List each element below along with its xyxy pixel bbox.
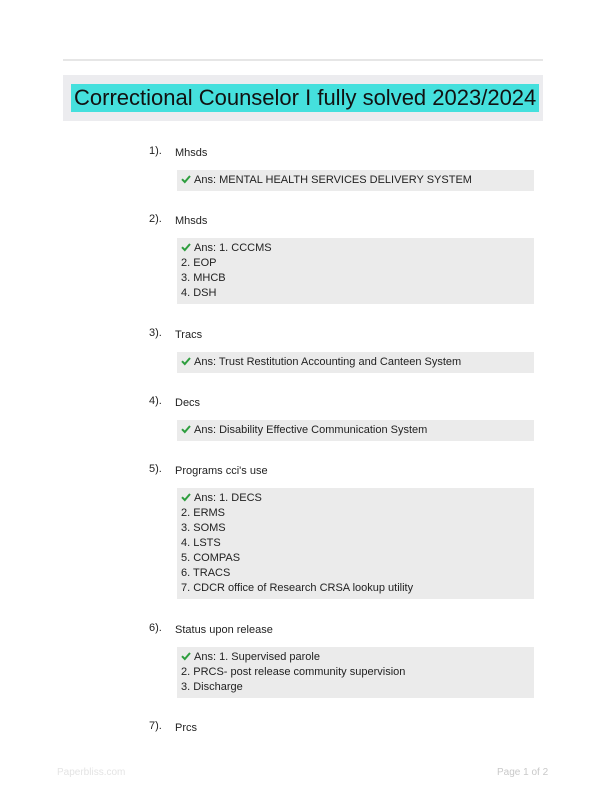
answer-line — [181, 491, 534, 506]
question-number: 2). — [149, 213, 162, 225]
answer-box — [177, 647, 534, 698]
answer-box — [177, 420, 534, 441]
check-icon — [181, 651, 191, 661]
document-title: Correctional Counselor I fully solved 2023/2024 — [71, 84, 539, 112]
answer-line — [181, 173, 534, 188]
answer-line: 6. TRACS — [181, 567, 231, 579]
page-indicator: Page 1 of 2 — [497, 767, 549, 778]
answer-line: 4. DSH — [181, 287, 217, 299]
answer-line: 2. EOP — [181, 257, 217, 269]
question-text: Prcs — [175, 722, 197, 734]
question-text: Status upon release — [175, 624, 273, 636]
check-icon — [181, 424, 191, 434]
question-number: 6). — [149, 622, 162, 634]
answer-line: 2. PRCS- post release community supervision — [181, 666, 406, 678]
question-text: Mhsds — [175, 215, 208, 227]
answer-box — [177, 488, 534, 599]
check-icon — [181, 356, 191, 366]
answer-text: Ans: 1. CCCMS — [194, 242, 272, 254]
top-divider — [63, 59, 543, 61]
answer-box — [177, 352, 534, 373]
answer-text: Ans: Trust Restitution Accounting and Canteen System — [194, 356, 462, 368]
answer-line — [181, 650, 534, 665]
question-text: Decs — [175, 397, 201, 409]
answer-line: 2. ERMS — [181, 507, 226, 519]
answer-line: 5. COMPAS — [181, 552, 241, 564]
answer-text: Ans: Disability Effective Communication System — [194, 424, 428, 436]
answer-line: 3. SOMS — [181, 522, 226, 534]
question-text: Programs cci's use — [175, 465, 268, 477]
answer-line: 4. LSTS — [181, 537, 221, 549]
check-icon — [181, 242, 191, 252]
answer-text: Ans: MENTAL HEALTH SERVICES DELIVERY SYSTEM — [194, 174, 472, 186]
answer-line — [181, 355, 534, 370]
question-text: Tracs — [175, 329, 203, 341]
question-number: 7). — [149, 720, 162, 732]
question-number: 5). — [149, 463, 162, 475]
question-number: 1). — [149, 145, 162, 157]
answer-line: 3. MHCB — [181, 272, 226, 284]
answer-line: 7. CDCR office of Research CRSA lookup utility — [181, 582, 414, 594]
answer-text: Ans: 1. DECS — [194, 492, 262, 504]
answer-box — [177, 170, 534, 191]
answer-line: 3. Discharge — [181, 681, 243, 693]
question-number: 3). — [149, 327, 162, 339]
check-icon — [181, 174, 191, 184]
answer-line — [181, 241, 534, 256]
watermark-text: Paperbliss.com — [57, 767, 126, 778]
answer-box — [177, 238, 534, 304]
check-icon — [181, 492, 191, 502]
answer-text: Ans: 1. Supervised parole — [194, 651, 320, 663]
question-text: Mhsds — [175, 147, 208, 159]
answer-line — [181, 423, 534, 438]
question-number: 4). — [149, 395, 162, 407]
